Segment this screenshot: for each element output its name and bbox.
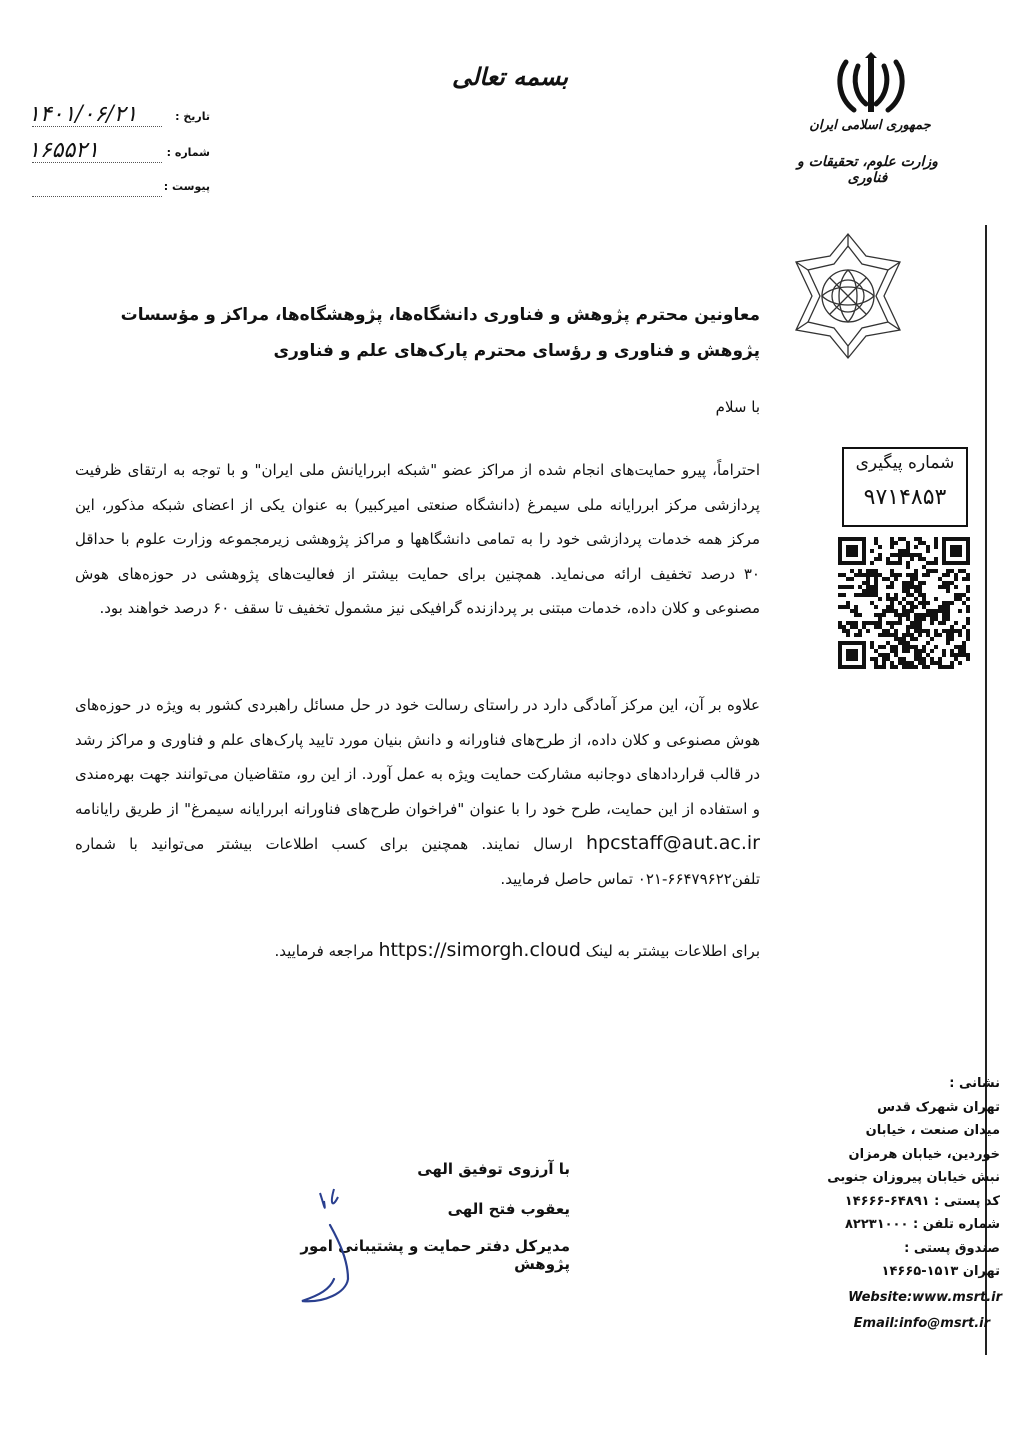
letter-salutation: با سلام [715,398,760,416]
address-block [818,1072,1000,1284]
letter-paragraph-3 [80,933,760,968]
address-line: تهران ۱۵۱۳-۱۴۶۶۵ [881,1264,1000,1279]
address-line: کد پستی : ۶۴۸۹۱-۱۴۶۶۶ [844,1193,1000,1209]
org-name-line1: جمهوری اسلامی ایران [809,118,931,133]
email-text[interactable]: Email:info@msrt.ir [853,1316,990,1331]
paragraph-3-text-a: برای اطلاعات بیشتر به لینک [585,942,760,960]
signatory-name: یعقوب فتح الهی [447,1200,570,1218]
date-row [20,102,210,132]
number-value: ۱۶۵۵۲۱ [28,138,99,163]
attachment-dotted-line [32,196,162,197]
date-label: تاریخ : [175,110,210,123]
website-text[interactable]: Website:www.msrt.ir [848,1290,1002,1305]
number-label: شماره : [166,146,210,159]
attachment-label: پیوست : [163,180,210,193]
iran-emblem-icon [832,52,910,120]
decorative-ornament-icon [788,232,908,360]
org-name-line2: وزارت علوم، تحقیقات و فناوری [797,154,938,186]
number-row [20,138,210,168]
address-line: نبش خیابان پیروزان جنوبی [827,1170,1000,1185]
letter-paragraph-2 [75,688,760,896]
paragraph-3-text-b: مراجعه فرمایید. [274,942,374,960]
paragraph-2-text-b: ارسال نمایند. همچنین برای کسب اطلاعات بیشتر می‌توانید با شماره تلفن۶۶۴۷۹۶۲۲-۰۲۱ تماس حاصل فرمایید. [75,835,760,888]
contact-email-link[interactable]: hpcstaff@aut.ac.ir [585,832,760,854]
signature-closing: با آرزوی توفیق الهی [417,1160,570,1178]
address-line: صندوق پستی : [904,1240,1000,1256]
signatory-title: مدیرکل دفتر حمایت و پشتیبانی امور پژوهش [300,1237,570,1273]
date-value: ۱۴۰۱/۰۶/۲۱ [28,102,138,127]
address-line: شماره تلفن : ۸۲۲۳۱۰۰۰ [844,1217,1000,1232]
paragraph-2-text-a: علاوه بر آن، این مرکز آمادگی دارد در راستای رسالت خود در حل مسائل راهبردی کشور به ویژه در حوزه‌های هوش مصنوعی و کلان داده، از طرح‌های فناورانه و دانش بنیان مورد تایید پارک‌های علم و فناوری و مراکز رشد در قالب قراردادهای دوجانبه مشارکت حمایت ویژه به عمل آورد. از این رو، متقاضیان می‌توانند جهت بهره‌مندی و استفاده از این حمایت، طرح خود را با عنوان "فراخوان طرح‌های فناورانه ابررایانه سیمرغ" از طریق رایانامه [75,696,760,818]
website-link[interactable]: https://simorgh.cloud [378,939,581,961]
qr-code-icon [838,537,970,669]
tracking-number: ۹۷۱۴۸۵۳ [863,485,947,510]
address-line: نشانی : [949,1076,1000,1091]
attachment-row [20,176,210,202]
address-line: میدان صنعت ، خیابان [865,1123,1000,1138]
address-line: خوردین، خیابان هرمزان [848,1146,1000,1162]
tracking-box [842,447,968,527]
letter-addressee: معاونین محترم پژوهش و فناوری دانشگاه‌ها، پژوهشگاه‌ها، مراکز و مؤسسات پژوهش و فناوری و رؤسای محترم پارک‌های علم و فناوری [120,305,760,361]
letter-paragraph-1: احتراماً، پیرو حمایت‌های انجام شده از مراکز عضو "شبکه ابررایانش ملی ایران" و با توجه به ارتقای ظرفیت پردازشی مرکز ابررایانه ملی سیمرغ (دانشگاه صنعتی امیرکبیر) به عنوان یکی از اعضای شبکه مذکور، این مرکز همه خدمات پردازشی خود را به تمامی دانشگاهها و مراکز پژوهشی زیرمجموعه وزارت علوم با حداقل ۳۰ درصد تخفیف ارائه می‌نماید. همچنین برای حمایت بیشتر از فعالیت‌های پژوهشی در حوزه‌های هوش مصنوعی و کلان داده، خدمات مبتنی بر پردازنده گرافیکی نیز مشمول تخفیف تا سقف ۶۰ درصد خواهند بود. [75,461,760,617]
tracking-label: شماره پیگیری [855,453,955,473]
handwritten-signature-icon [290,1185,380,1310]
address-line: تهران شهرک قدس [877,1099,1000,1115]
bismillah-heading: بسمه تعالی [451,62,569,91]
